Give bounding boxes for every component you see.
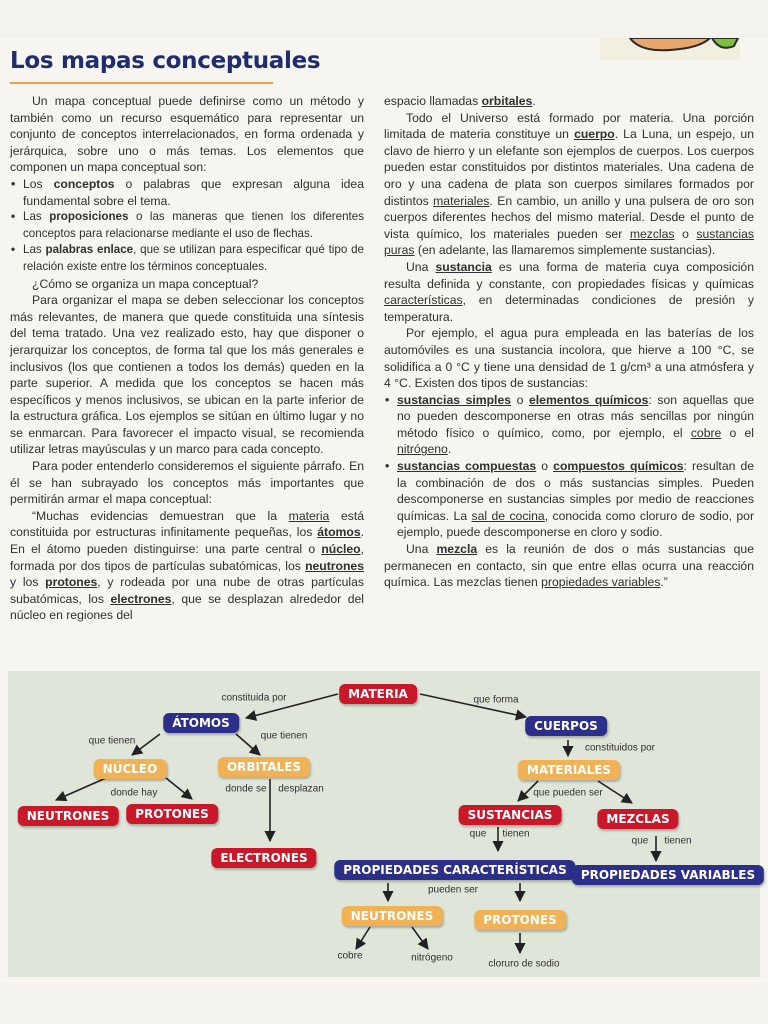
- node-neutrones-example: NEUTRONES: [342, 906, 443, 926]
- node-cuerpos: CUERPOS: [525, 716, 607, 736]
- example-nitrogeno: nitrógeno: [411, 952, 453, 964]
- right-column: [384, 93, 754, 591]
- question-paragraph: ¿Cómo se organiza un mapa conceptual?: [32, 276, 259, 291]
- node-sustancias: SUSTANCIAS: [459, 805, 562, 825]
- link-tienen: tienen: [502, 828, 530, 840]
- node-atomos: ÁTOMOS: [163, 713, 239, 733]
- substance-types-list: [384, 392, 754, 541]
- link-pueden-ser: pueden ser: [427, 884, 479, 896]
- link-donde-hay: donde hay: [110, 787, 158, 799]
- node-electrones: ELECTRONES: [211, 848, 316, 868]
- intro-paragraph: Un mapa conceptual puede definirse como un método y también como un recurso esquemático para representar un conjunto de conceptos interrelacionados, en forma ordenada y jerárquica, sobre uno o más temas. Los elementos que componen un mapa conceptual son:: [10, 94, 364, 175]
- node-orbitales: ORBITALES: [218, 757, 310, 777]
- link-constituidos-por: constituidos por: [584, 742, 656, 754]
- page-title: Los mapas conceptuales: [10, 48, 321, 74]
- water-example-paragraph: Por ejemplo, el agua pura empleada en las baterías de los automóviles es una sustancia incolora, que hierve a 100 °C, se solidifica a 0 °C y tiene una densidad de 1 g/cm³ a una atmósfera y 4 °C. Existen dos tipos de sustancias:: [384, 326, 754, 391]
- universe-paragraph: Todo el Universo está formado por materia. Una porción limitada de materia constituye un cuerpo. La Luna, un espejo, un clavo de hierro y un elefante son ejemplos de cuerpos. Los cuerpos pueden estar constituidos por distintos materiales. Una cadena de oro y una cadena de plata son cuerpos similares formados por distintos materiales. En cambio, un anillo y una pulsera de oro son cuerpos diferentes hechos del mismo material. Desde el punto de vista químico, los materiales pueden ser mezclas o sustancias puras (en adelante, las llamaremos simplemente sustancias).: [384, 110, 754, 258]
- link-donde-se: donde se: [225, 783, 267, 795]
- list-item: • Las proposiciones o las maneras que tienen los diferentes conceptos para relacionarse mediante el uso de flechas.: [10, 209, 364, 242]
- node-nucleo: NÚCLEO: [94, 759, 167, 779]
- concept-map: [8, 671, 760, 977]
- node-protones-example: PROTONES: [474, 910, 566, 930]
- node-protones: PROTONES: [126, 804, 218, 824]
- link-que-forma: que forma: [473, 694, 519, 706]
- link-que-tienen: que tienen: [260, 730, 308, 742]
- link-que: que: [631, 835, 649, 847]
- list-item: • sustancias simples o elementos químicos: son aquellas que no pueden descomponerse en otras más sencillas por ningún método físico o químico, como, por ejemplo, el cobre o el nitrógeno.: [384, 392, 754, 458]
- list-item: • Las palabras enlace, que se utilizan para especificar qué tipo de relación existe entre los términos conceptuales.: [10, 242, 364, 275]
- example-cobre: cobre: [337, 950, 363, 962]
- organize-paragraph: Para organizar el mapa se deben seleccionar los conceptos más relevantes, de manera que quede constituida una síntesis del tema tratado. Una vez realizado esto, hay que disponer o jerarquizar los conceptos, de forma tal que los más generales e inclusivos (los que contienen a todos los demás) queden en la parte superior. A medida que los conceptos se hacen más específicos y menos inclusivos, se ubican en la parte inferior de la estructura gráfica. Los ejemplos se sitúan en último lugar y no se enmarcan. Para favorecer el impacto visual, se recomienda utilizar letras mayúsculas y un marco para cada concepto.: [10, 293, 364, 457]
- node-materiales: MATERIALES: [518, 760, 620, 780]
- node-neutrones: NEUTRONES: [18, 806, 119, 826]
- left-column: [10, 93, 364, 624]
- list-item: • sustancias compuestas o compuestos químicos: resultan de la combinación de dos o más sustancias simples. Pueden descomponerse en sustancias simples por medio de reacciones químicas. La sal de cocina, conocida como cloruro de sodio, por ejemplo, puede descomponerse en cloro y sodio.: [384, 458, 754, 541]
- link-tienen: tienen: [664, 835, 692, 847]
- link-que-pueden-ser: que pueden ser: [533, 787, 603, 799]
- example-intro-paragraph: Para poder entenderlo consideremos el siguiente párrafo. En él se han subrayado los conceptos más importantes que permitirán armar el mapa conceptual:: [10, 459, 364, 507]
- link-constituida-por: constituida por: [221, 692, 287, 704]
- node-propiedades-caracteristicas: PROPIEDADES CARACTERÍSTICAS: [334, 860, 575, 880]
- list-item: • Los conceptos o palabras que expresan alguna idea fundamental sobre el tema.: [10, 176, 364, 209]
- quote-continuation: espacio llamadas orbitales.: [384, 94, 536, 108]
- example-cloruro-de-sodio: cloruro de sodio: [488, 958, 560, 970]
- node-mezclas: MEZCLAS: [597, 809, 678, 829]
- node-materia: MATERIA: [339, 684, 417, 704]
- link-que-tienen: que tienen: [88, 735, 136, 747]
- node-propiedades-variables: PROPIEDADES VARIABLES: [572, 865, 764, 885]
- link-que: que: [469, 828, 487, 840]
- corner-illustration: [600, 38, 740, 60]
- substance-paragraph: Una sustancia es una forma de materia cuya composición resulta definida y constante, con propiedades físicas y químicas características, en determinadas condiciones de presión y temperatura.: [384, 259, 754, 324]
- link-desplazan: desplazan: [278, 783, 324, 795]
- title-underline: [10, 82, 273, 84]
- mixture-paragraph: Una mezcla es la reunión de dos o más sustancias que permanecen en contacto, sin que entre ellas ocurra una reacción química. Las mezclas tienen propiedades variables.”: [384, 542, 754, 590]
- quote-paragraph: “Muchas evidencias demuestran que la materia está constituida por estructuras infinitamente pequeñas, los átomos. En el átomo pueden distinguirse: una parte central o núcleo, formada por dos tipos de partículas subatómicas, los neutrones y los protones, y rodeada por una nube de otras partículas subatómicas, los electrones, que se desplazan alrededor del núcleo en regiones del: [10, 508, 365, 623]
- elements-list: [10, 176, 364, 276]
